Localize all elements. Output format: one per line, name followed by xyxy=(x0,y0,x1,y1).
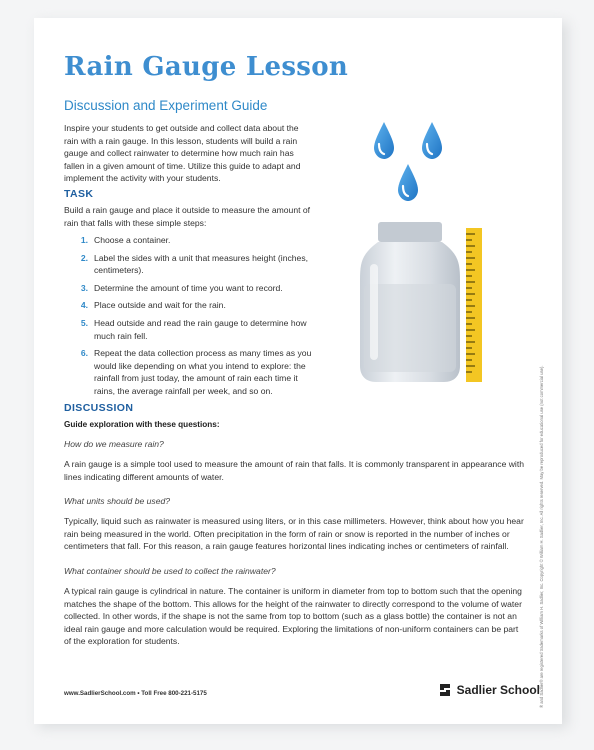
step-number: 1. xyxy=(80,235,88,245)
discussion-guide: Guide exploration with these questions: xyxy=(64,420,220,429)
sadlier-logo xyxy=(438,682,540,698)
step-text: Determine the amount of time you want to record. xyxy=(94,282,283,293)
sadlier-logo-icon xyxy=(438,682,452,698)
step-number: 4. xyxy=(80,300,88,311)
step-text: Label the sides with a unit that measures height (inches, centimeters). xyxy=(94,252,309,276)
task-heading: TASK xyxy=(64,188,94,200)
intro-paragraph: Inspire your students to get outside and collect data about the rain with a rain gauge. In this lesson, students will build a rain gauge and collect rainwater to determine how much rain has fallen in a given amount of time. Utilize this guide to adapt and implement the activity with your students. xyxy=(64,123,301,184)
raindrop-icon xyxy=(374,122,394,159)
step-number: 5. xyxy=(80,317,88,328)
answer-2: Typically, liquid such as rainwater is measured using liters, or in this case millimeters. However, think about how you hear rain being measured in the world. Often precipitation in the form of rain or snow is reported in the number of inches or centimeters that fall. For this reason, a rain gauge features horizontal lines indicating inches or centimeters of rainfall. xyxy=(64,516,524,552)
step-item xyxy=(64,282,314,295)
page-subtitle: Discussion and Experiment Guide xyxy=(64,98,268,113)
step-number: 2. xyxy=(80,252,88,263)
question-3: What container should be used to collect the rainwater? xyxy=(64,566,276,576)
answer-3: A typical rain gauge is cylindrical in nature. The container is uniform in diameter from top to bottom such that the opening matches the shape of the bottom. This allows for the height of the rainwater to directly correspond to the volume of water collected. In other words, if the shape is not the same from top to bottom (such as a glass bottle) the container is not an ideal rain gauge and more calculation would be required. Exploring the limitations of non-uniform containers can be part of the exploration for students. xyxy=(64,586,522,647)
raindrop-icon xyxy=(398,164,418,201)
page-title: Rain Gauge Lesson xyxy=(64,52,349,82)
question-1: How do we measure rain? xyxy=(64,439,164,449)
discussion-heading: DISCUSSION xyxy=(64,402,134,414)
step-item xyxy=(64,252,314,277)
raindrop-icon xyxy=(422,122,442,159)
step-text: Head outside and read the rain gauge to determine how much rain fell. xyxy=(94,317,307,341)
step-text: Choose a container. xyxy=(94,235,171,245)
copyright-note: ® and Sadlier® are registered trademarks of William H. Sadlier, Inc. Copyright © William H. Sadlier, Inc. All rights reserved. May be reproduced for educational use (not commercial use). xyxy=(539,365,544,708)
jar-icon xyxy=(360,222,460,382)
step-number: 6. xyxy=(80,348,88,359)
worksheet-page xyxy=(34,18,562,724)
step-text: Place outside and wait for the rain. xyxy=(94,300,226,311)
answer-1: A rain gauge is a simple tool used to measure the amount of rain that falls. It is commonly transparent in appearance with lines indicating different amounts of water. xyxy=(64,459,525,482)
step-item xyxy=(64,317,314,342)
step-text: Repeat the data collection process as many times as you would like depending on what you intend to explore: the rainfall from just today, the amount of rain each time it rains, the average rainfall per week, and so on. xyxy=(94,348,312,396)
step-item xyxy=(64,234,314,247)
step-number: 3. xyxy=(80,282,88,293)
task-steps xyxy=(64,234,314,403)
step-item xyxy=(64,347,314,397)
logo-text: Sadlier School xyxy=(456,683,540,697)
rain-gauge-illustration xyxy=(334,104,494,404)
footer-contact: www.SadlierSchool.com • Toll Free 800-221-5175 xyxy=(64,690,207,697)
ruler-icon xyxy=(466,228,482,382)
task-intro: Build a rain gauge and place it outside to measure the amount of rain that falls with these simple steps: xyxy=(64,205,311,228)
question-2: What units should be used? xyxy=(64,496,171,506)
step-item xyxy=(64,299,314,312)
